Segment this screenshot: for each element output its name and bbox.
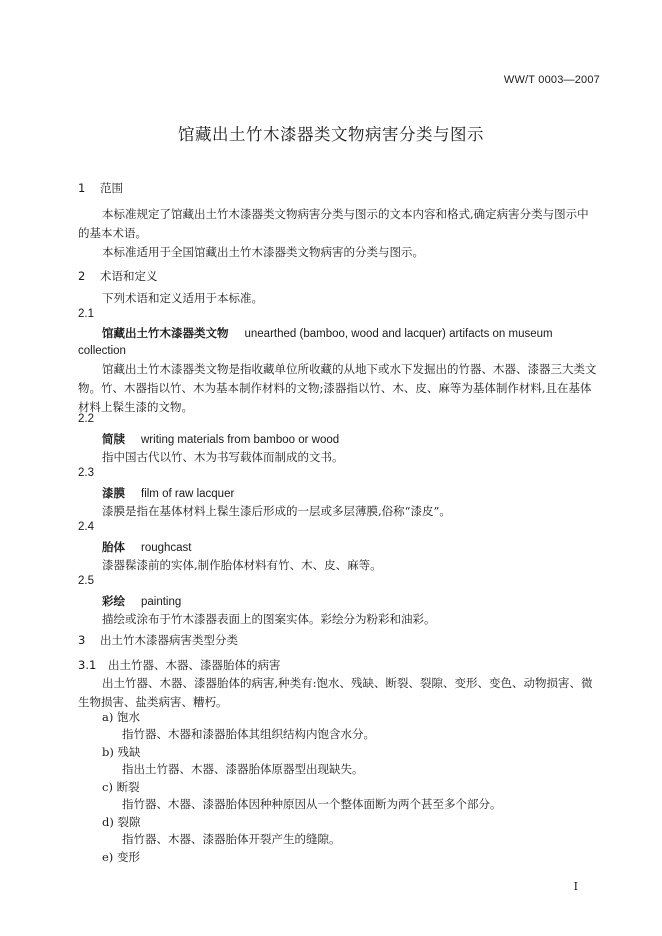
section-2-heading xyxy=(78,268,158,284)
term-2-2-definition: 指中国古代以竹、木为书写载体而制成的文书。 xyxy=(102,450,344,464)
term-chinese: 简牍 xyxy=(102,432,125,446)
term-2-1-definition: 馆藏出土竹木漆器类文物是指收藏单位所收藏的从地下或水下发掘出的竹器、木器、漆器三大类文物。竹、木器指以竹、木为基本制作材料的文物;漆器指以竹、木、皮、麻等为基体制作材料,且在基体材料上髹生漆的文物。 xyxy=(78,362,597,414)
term-2-4 xyxy=(102,539,192,555)
term-2-1-english-continued xyxy=(78,343,126,357)
list-item-label: a) 饱水 xyxy=(102,710,140,724)
section-number: 1 xyxy=(78,181,86,195)
term-2-5-definition: 描绘或涂布于竹木漆器表面上的图案实体。彩绘分为粉彩和油彩。 xyxy=(102,612,436,626)
term-english: film of raw lacquer xyxy=(141,488,235,500)
term-number: 2.1 xyxy=(78,308,94,320)
section-title: 出土竹木漆器病害类型分类 xyxy=(100,633,238,647)
section-3-heading xyxy=(78,632,238,648)
term-2-2 xyxy=(102,431,339,447)
page-number: I xyxy=(573,880,578,893)
list-item-description: 指竹器、木器和漆器胎体其组织结构内饱含水分。 xyxy=(122,727,375,741)
section-1-paragraph-2: 本标准适用于全国馆藏出土竹木漆器类文物病害的分类与图示。 xyxy=(102,245,424,259)
term-english: painting xyxy=(141,596,182,608)
subsection-3-1-intro: 出土竹器、木器、漆器胎体的病害,种类有:饱水、残缺、断裂、裂隙、变形、变色、动物损害、微生物损害、盐类病害、糟朽。 xyxy=(78,676,593,709)
list-item-description: 指出土竹器、木器、漆器胎体原器型出现缺失。 xyxy=(122,762,364,776)
term-number: 2.5 xyxy=(78,575,94,587)
standard-number: WW/T 0003—2007 xyxy=(503,74,600,86)
list-item-description: 指竹器、木器、漆器胎体开裂产生的缝隙。 xyxy=(122,832,341,846)
term-2-1 xyxy=(102,325,553,341)
section-1-heading xyxy=(78,180,123,196)
term-english: roughcast xyxy=(141,542,192,554)
term-2-3 xyxy=(102,485,234,501)
term-english: unearthed (bamboo, wood and lacquer) artifacts on museum xyxy=(244,328,553,340)
list-item-label: e) 变形 xyxy=(102,850,140,864)
term-chinese: 胎体 xyxy=(102,540,125,554)
term-number: 2.3 xyxy=(78,467,94,479)
term-2-3-definition: 漆膜是指在基体材料上髹生漆后形成的一层或多层薄膜,俗称“漆皮”。 xyxy=(102,504,451,518)
list-item-label: b) 残缺 xyxy=(102,745,141,759)
subsection-3-1-heading xyxy=(78,657,281,673)
section-number: 3 xyxy=(78,633,86,647)
list-item-description: 指竹器、木器、漆器胎体因种种原因从一个整体面断为两个甚至多个部分。 xyxy=(122,797,502,811)
section-1-paragraph-1: 本标准规定了馆藏出土竹木漆器类文物病害分类与图示的文本内容和格式,确定病害分类与图示中的基本术语。 xyxy=(78,207,589,240)
term-english: collection xyxy=(78,345,126,357)
list-item-label: d) 裂隙 xyxy=(102,815,141,829)
subsection-title: 出土竹器、木器、漆器胎体的病害 xyxy=(108,658,281,672)
list-item-label: c) 断裂 xyxy=(102,780,140,794)
term-english: writing materials from bamboo or wood xyxy=(141,434,340,446)
term-2-4-definition: 漆器髹漆前的实体,制作胎体材料有竹、木、皮、麻等。 xyxy=(102,558,382,572)
section-title: 术语和定义 xyxy=(100,269,158,283)
section-title: 范围 xyxy=(100,181,123,195)
term-chinese: 馆藏出土竹木漆器类文物 xyxy=(102,326,229,340)
subsection-number: 3.1 xyxy=(78,658,97,672)
term-2-5 xyxy=(102,593,181,609)
section-2-intro: 下列术语和定义适用于本标准。 xyxy=(102,291,263,305)
term-number: 2.2 xyxy=(78,413,94,425)
section-number: 2 xyxy=(78,269,86,283)
term-chinese: 彩绘 xyxy=(102,594,125,608)
term-chinese: 漆膜 xyxy=(102,486,125,500)
page-title: 馆藏出土竹木漆器类文物病害分类与图示 xyxy=(178,125,484,144)
term-number: 2.4 xyxy=(78,521,94,533)
